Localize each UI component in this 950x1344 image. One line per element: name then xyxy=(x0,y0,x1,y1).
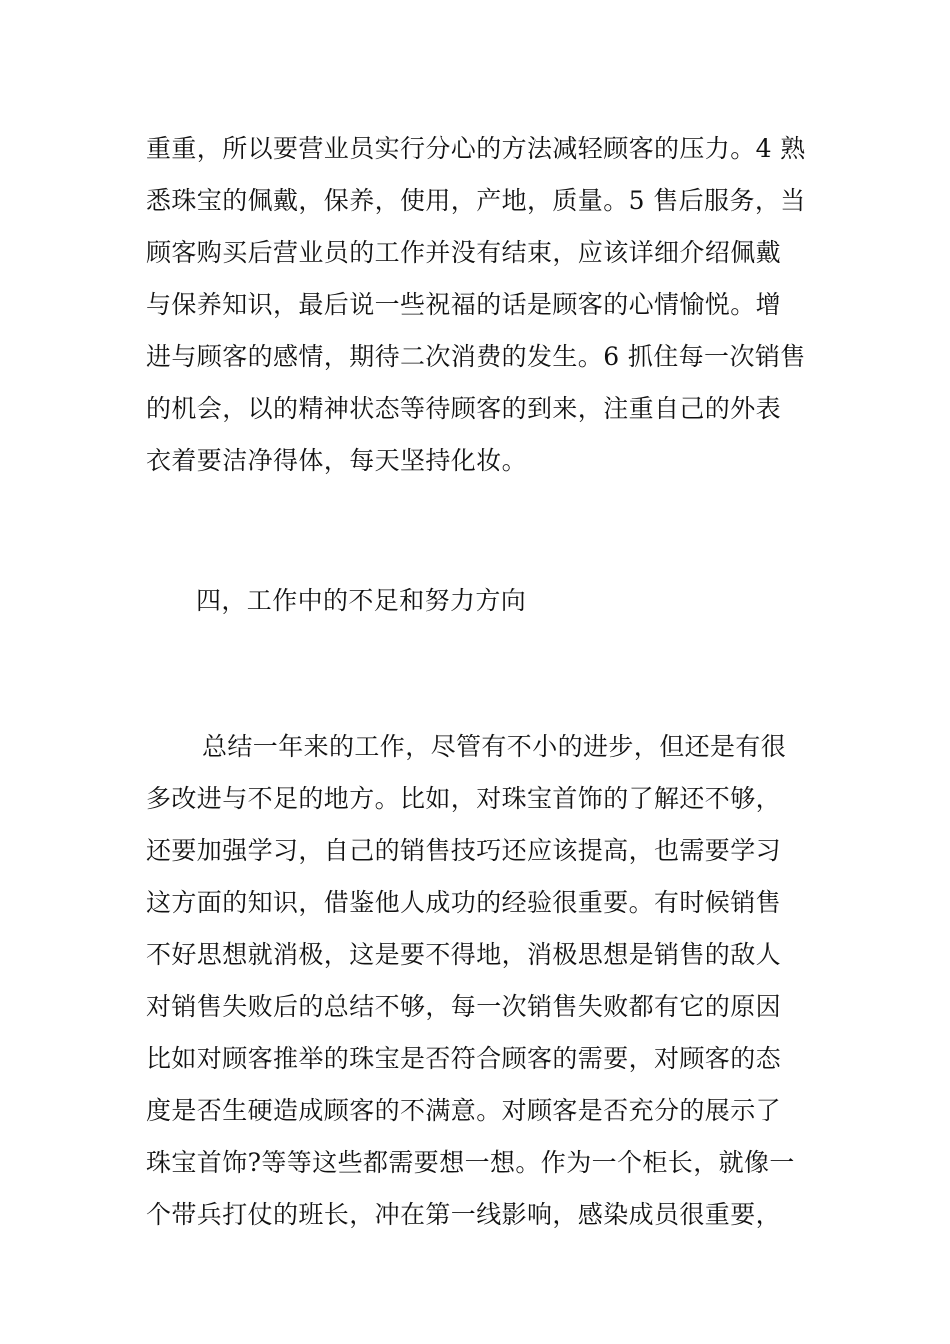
paragraph-1-line: 与保养知识，最后说一些祝福的话是顾客的心情愉悦。增 xyxy=(146,290,782,319)
paragraph-2-line: 珠宝首饰?等等这些都需要想一想。作为一个柜长，就像一 xyxy=(146,1148,795,1177)
paragraph-2-line: 还要加强学习，自己的销售技巧还应该提高，也需要学习 xyxy=(146,836,782,865)
paragraph-1-line: 进与顾客的感情，期待二次消费的发生。6 抓住每一次销售 xyxy=(146,342,806,371)
paragraph-2-line: 不好思想就消极，这是要不得地，消极思想是销售的敌人 xyxy=(146,940,782,969)
paragraph-1-line: 的机会，以的精神状态等待顾客的到来，注重自己的外表 xyxy=(146,394,782,423)
paragraph-2-line: 个带兵打仗的班长，冲在第一线影响，感染成员很重要， xyxy=(146,1200,782,1229)
paragraph-2-line: 比如对顾客推举的珠宝是否符合顾客的需要，对顾客的态 xyxy=(146,1044,782,1073)
paragraph-1-line: 衣着要洁净得体，每天坚持化妆。 xyxy=(146,446,528,475)
paragraph-2-line: 多改进与不足的地方。比如，对珠宝首饰的了解还不够， xyxy=(146,784,782,813)
paragraph-2-line: 度是否生硬造成顾客的不满意。对顾客是否充分的展示了 xyxy=(146,1096,782,1125)
paragraph-1-line: 悉珠宝的佩戴，保养，使用，产地，质量。5 售后服务，当 xyxy=(146,186,806,215)
section-heading: 四，工作中的不足和努力方向 xyxy=(196,586,527,615)
paragraph-1-line: 重重，所以要营业员实行分心的方法减轻顾客的压力。4 熟 xyxy=(146,134,806,163)
paragraph-2-line: 这方面的知识，借鉴他人成功的经验很重要。有时候销售 xyxy=(146,888,782,917)
paragraph-2-line: 对销售失败后的总结不够，每一次销售失败都有它的原因 xyxy=(146,992,782,1021)
paragraph-1-line: 顾客购买后营业员的工作并没有结束，应该详细介绍佩戴 xyxy=(146,238,782,267)
paragraph-2-line: 总结一年来的工作，尽管有不小的进步，但还是有很 xyxy=(202,732,787,761)
